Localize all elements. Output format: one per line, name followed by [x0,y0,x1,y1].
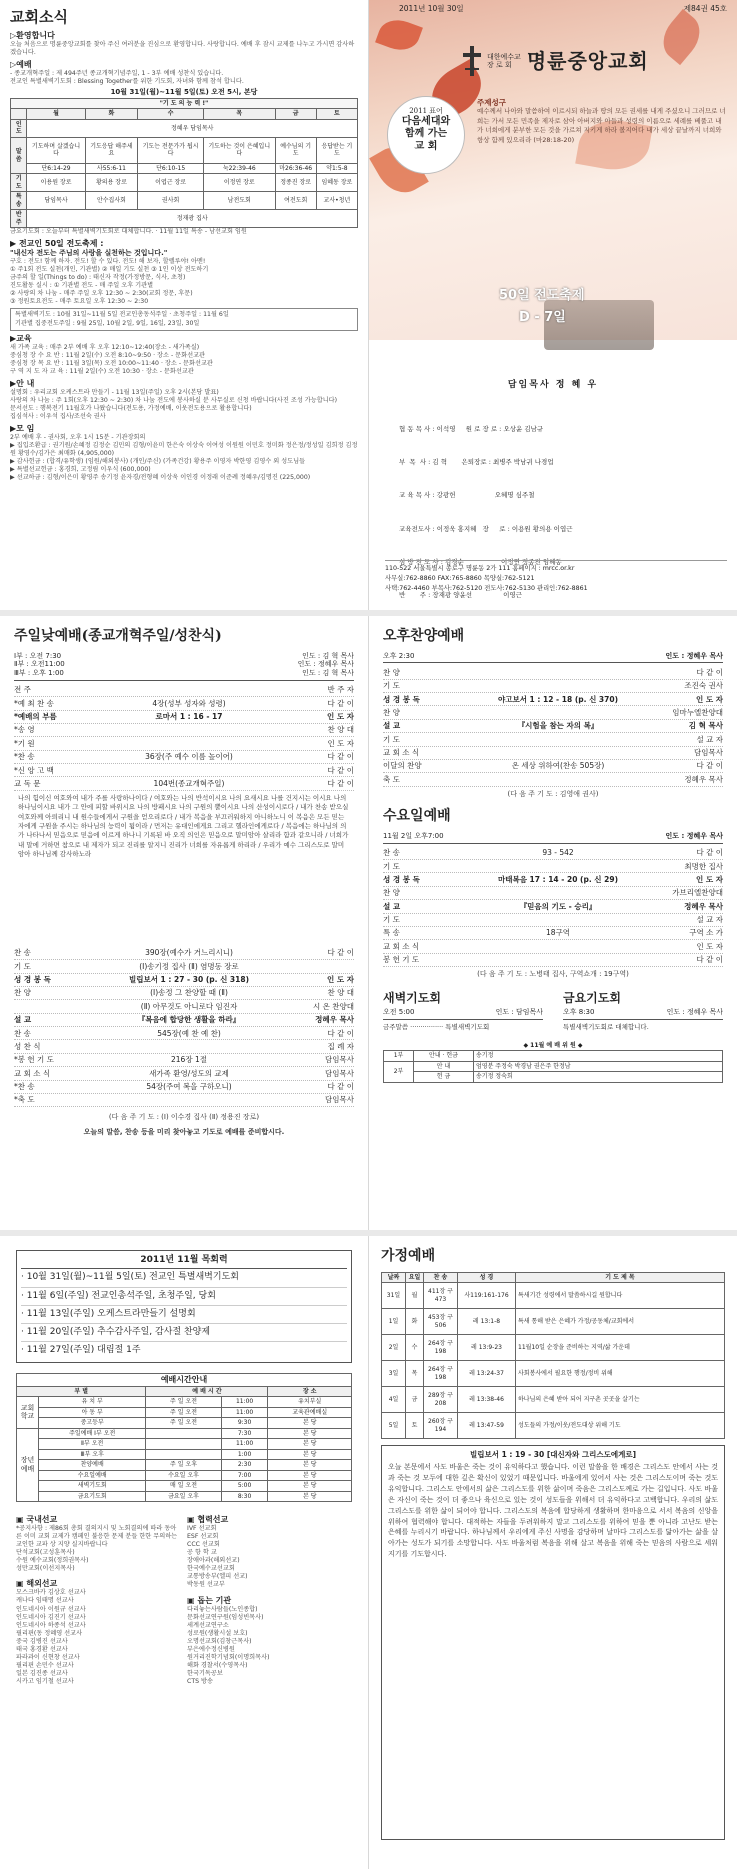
schedule-title: 예배시간안내 [17,1373,352,1386]
staff-line: 심 방 전 도 사 : 김경순 이정연 정종진 임혜동 [399,557,562,566]
mission-item: 한국예수교선교회 [187,1565,235,1573]
mission-item: 박동원 선교부 [187,1581,225,1589]
order-item: *예 최 찬 송 4장(성부 성자와 성령) 다 같 이 [14,697,354,710]
table-row: 교회학교 유 치 부 주 일 오전 11:00 유치부실 [17,1397,352,1408]
mission-item: 중국 김병진 선교사 [16,1637,68,1645]
evangelism-line: 금주의 할 일(Things to do) : 태신자 작정(가정방문, 식사, 초청) [10,274,186,282]
education-line: 새 가족 교육 : 매주 2부 예배 후 오후 12:10~12:40(장소 - 새가족실) [10,343,200,351]
table-cell: 이엽근 장로 [138,174,204,192]
table-cell: 기도응답 해주세요 [85,137,138,163]
service-time-label: Ⅰ부 : 오전 7:30 [14,651,62,660]
mission-item: 일본 김진종 선교사 [16,1670,68,1677]
order-item: 설 교 『믿음의 기도 - 승리』 정혜우 목사 [383,900,723,913]
mission-item: 부은에수정신병원 [187,1645,235,1653]
column-header: 부 별 [17,1386,146,1397]
mission-item: 파라과이 신현창 선교사 [16,1653,80,1661]
mission-item: 캐나다 임태명 선교사 [16,1597,74,1605]
theme-verse [477,98,727,145]
calendar-item: · 11월 20일(주일) 추수감사주일, 감사절 찬양제 [21,1324,347,1342]
worship-committee-table [383,1041,723,1083]
cooperative-missions-heading: ▣ 협력선교 [187,1515,229,1524]
motto-line: 교 회 [414,140,438,152]
table-row: 장년예배 주일예배 Ⅰ부 오전 7:30 본 당 [17,1428,352,1439]
order-item: 찬 송 93 - 542 다 같 이 [383,847,723,860]
mission-item: 필리핀(동 정혜영 선교사 [16,1629,83,1637]
order-item: 성 찬 식 집 례 자 [14,1040,354,1053]
pastoral-calendar-box [16,1250,352,1363]
table-row: 중고등부 주 일 오전 9:30 본 당 [17,1418,352,1429]
bulletin-sheet-news-cover [0,0,737,610]
table-row: 금요기도회 금요일 오후 8:30 본 당 [17,1491,352,1502]
foreign-missions-heading: ▣ 해외선교 [16,1579,58,1589]
order-item: 기 도 설 교 자 [383,914,723,927]
column-header: 기 도 제 목 [516,1272,725,1283]
wednesday-worship-title: 수요일예배 [383,808,451,825]
day-header: 토 [316,109,357,120]
motto-badge [387,96,465,174]
table-cell: 정재광 집사 [27,210,358,228]
sermon-summary-box [381,1445,725,1840]
table-cell: 정혜우 담임목사 [27,119,358,137]
order-item: 기 도 (Ⅰ)송기정 집사 (Ⅱ) 염명동 장로 [14,960,354,973]
calendar-item: · 11월 6일(주일) 전교인총석주일, 초청주일, 당회 [21,1288,347,1306]
issue-volume: 제84권 45호 [683,4,727,13]
responsive-reading: 나의 힘이신 여호와여 내가 주를 사랑하나이다 / 여호와는 나의 반석이시요 나의 요새시요 나를 건지시는 이시요 나의 하나님이시요 내가 그 안에 피할 바위시요 나의 방패시요 나의 구원의 뿔이시요 나의 산성이시로다 / 내가 찬송 받으실 여호와께 아뢰리니 내 원수들에게서 구원을 얻으리로다 / 내가 복음을 부끄러워하지 아니하노니 이 복음은 모든 믿는 자에게 구원을 주시는 하나님의 능력이 됨이라 / 먼저는 유대인에게요 그리고 헬라인에게로다 / 복음에는 하나님의 의가 나타나서 믿음으로 믿음에 이르게 하나니 기록된 바 오직 의인은 믿음으로 말미암아 살리라 함과 같으니라 / 너희가 내 말에 거하면 참으로 내 제자가 되고 진리를 알지니 진리가 너희를 자유롭게 하리라 / 우리가 예수 그리스도로 말미암아 하나님께 감사하노라 [18,793,349,859]
table-row: 2일 수 264장 구 198 레 13:9-23 11월10일 순장을 준비하는 지역/삶 가운데 [382,1335,725,1361]
mission-item: 문화선교연구원(임성빈목사) [187,1613,264,1621]
table-row [11,210,358,228]
service-time-label: Ⅲ부 : 오후 1:00 [14,669,64,677]
worship-heading: ▷예배 [10,59,32,69]
mission-item: 해화 경찰서(수영목사) [187,1661,248,1669]
table-row: 31일 월 411장 구 473 사119:161-176 특새기간 성령에서 말씀하시길 원합니다 [382,1283,725,1309]
table-row [11,192,358,210]
family-worship-table [381,1272,725,1440]
dawn-note: 금주말씀 ················ 특별새벽기도회 [383,1022,490,1031]
mission-item: 공 항 학 교 [187,1549,217,1557]
mission-item: *공지사항 : 제86회 총회 결의지시 및 노회결의에 따라 동아른 이미 교회 교제가 캠페인 불응한 문제 분들 한한 무의하는 교인한 교파 상 지양 실지바랍니다 [16,1525,178,1549]
friday-time: 오후 8:30 [563,1007,595,1016]
table-cell: 사55:6-11 [85,163,138,174]
order-item: 교 회 소 식 담임목사 [383,747,723,760]
domestic-missions-heading: ▣ 국내선교 [16,1515,58,1524]
motto-year: 2011 표어 [409,107,443,115]
afternoon-leader: 인도 : 정혜우 목사 [665,651,723,660]
church-phone: 사택:762-4460 부목사:762-5120 전도사:762-5130 관리인:762-8861 [385,585,588,593]
mission-item: 한국기독공보 [187,1670,223,1677]
order-item: *송 영 찬 양 대 [14,724,354,737]
evangelism-heading: ▶ 전교인 50일 전도축제 : [10,239,104,249]
other-services-column [369,616,737,1230]
order-item: 설 교 『시험을 참는 자의 복』 김 혁 목사 [383,720,723,733]
staff-line: 부 목 사 : 김 혁 은퇴장로 : 최병주 박남귀 나경업 [399,458,554,467]
info-line: 사랑의 차 나눔 : 주 1회(오후 12:30 ~ 2:30) 차 나눔 전도에 봉사하실 분 사무실로 신청 바랍니다(사진 조성 가능합니다) [10,396,338,404]
order-item: 기 도 설 교 자 [383,733,723,746]
table-row: 2부 안 내 엄영분 주정숙 박경남 권은주 한정남 [384,1061,723,1072]
order-item: 전 주 반 주 자 [14,684,354,697]
service-time [14,660,354,669]
mission-item: 수원 예수교회(정희권목사) [16,1557,89,1565]
wednesday-next-prayer: (다 음 주 기 도 : 노병태 집사, 구역쇼개 : 19구역) [477,970,629,978]
bulletin-sheet-calendar-family [0,1236,737,1869]
column-header: 요일 [406,1272,424,1283]
table-corner [11,109,27,120]
family-worship-column [369,1236,737,1869]
offering-line: ▶ 선교하금 : 김형/이은미 황영주 송기정 윤자경/전형혜 이상욱 이인경 이정래 이준례 정혜우/김명진 (225,000) [10,474,311,482]
order-item: 성 경 봉 독 빌립보서 1 : 27 - 30 (p. 신 318) 인 도 자 [14,974,354,987]
table-row: Ⅱ부 오전 11:00 본 당 [17,1439,352,1450]
staff-line: 협 동 목 사 : 이석영 원 로 장 로 : 오상윤 김남규 [399,425,544,434]
order-of-worship-part1 [14,684,354,791]
service-leader: 인도 : 정혜우 목사 [297,660,354,669]
order-item: *신 앙 고 백 다 같 이 [14,764,354,777]
table-row: 4일 금 289장 구 208 레 13:38-46 하나님의 은혜 받아 되어 지구촌 곳곳을 살기는 [382,1387,725,1413]
column-header: 찬 송 [424,1272,458,1283]
prayer-meetings-row [383,991,723,1031]
evangelism-line: ③ 정원토요전도 - 매주 토요일 오후 12:30 ~ 2:30 [10,298,149,306]
table-row: 헌 금 송기정 정숙희 [384,1072,723,1083]
table-cell: 마26:36-46 [275,163,316,174]
missions-right [187,1512,352,1686]
education-line: 구 역 지 도 자 교 육 : 11월 2일(수) 오전 10:30 · 장소 - 문화선교관 [10,367,194,375]
order-item: 축 도 정혜우 목사 [383,773,723,786]
table-row [11,119,358,137]
mission-item: 필리핀 손민수 선교사 [16,1661,74,1669]
table-row: 3일 목 264장 구 198 레 13:24-37 사회봉사에서 필요한 행정/정비 위해 [382,1361,725,1387]
dawn-leader: 인도 : 담임목사 [495,1007,543,1016]
preparation-note: 오늘의 말씀, 찬송 등을 미리 찾아놓고 기도로 예배를 준비합시다. [83,1128,285,1136]
welcome-text: 오늘 처음으로 명륜중앙교회를 찾아 주신 여러분을 진심으로 환영합니다. 사랑합니다. 예배 후 잠시 교제를 나누고 가시면 감사하겠습니다. [10,40,355,56]
dawn-time: 오전 5:00 [383,1007,415,1016]
order-item: *찬 송 54장(주여 복을 구하오니) 다 같 이 [14,1081,354,1094]
mission-item: 성만교회(이선지목사) [16,1565,75,1573]
festival-title: 50일 전도축제 [499,288,585,303]
service-leader: 인도 : 김 혁 목사 [302,669,354,677]
mission-item: 인도네시아 김진기 선교사 [16,1613,86,1621]
calendar-item: · 11월 13일(주일) 오케스트라만들기 설명회 [21,1306,347,1324]
dawn-prayer-title: 새벽기도회 [383,990,441,1005]
sermon-summary-text: 오늘 본문에서 사도 바울은 죽는 것이 유익하다고 했습니다. 이런 말씀을 한 배경은 그리스도 안에서 사는 것과 죽는 것 모두에 대한 깊은 확신이 있었기 때문입니다. 바울에게 있어서 사는 것은 그리스도이며 죽는 것도 유익합니다. 그리스도 안에서의 삶은 그리스도를 위한 삶이며 죽음은 그리스도께로 가는 길입니다. 사도 바울은 자신이 죽는 것이 더 좋으나 육신으로 있는 것이 성도들을 위해서 더 유익하다고 고백합니다. 우리의 삶도 그리스도를 위한 삶이 되어야 합니다. 그리스도의 복음에 합당하게 생활하며 한마음으로 서서 복음의 신앙을 위하여 협력해야 합니다. 대적하는 자들을 두려워하지 말고 그리스도를 위하여 믿을 뿐 아니라 고난도 받는 은혜를 누리시기 바랍니다. 하나님께서 우리에게 주신 사명을 감당하며 날마다 그리스도를 닮아가는 삶을 살아가는 성도가 되기를 소망합니다. 사도 바울처럼 복음을 위해 살고 복음을 위해 죽는 믿음의 사람으로 세워지기를 기도합시다. [388,1463,718,1559]
table-cell: 단6:10-15 [138,163,204,174]
order-item: 찬 양 (Ⅰ)송정 그 찬양할 때 (Ⅱ) 찬 양 대 [14,987,354,1000]
mission-item: 태국 홍경환 선교사 [16,1645,68,1653]
evangelism-line: ① 주1회 전도 실천(개인, 기관별) ② 매일 기도 실천 ③ 1인 이상 전도하기 [10,266,209,274]
table-cell: 눅22:39-46 [204,163,276,174]
table-row [11,137,358,163]
afternoon-next-prayer: (다 음 주 기 도 : 김영애 권사) [507,789,599,798]
dawn-time-row [383,1008,543,1020]
afternoon-time-row [383,652,723,664]
column-header: 장 소 [268,1386,352,1397]
offering-line: ▶ 집입조환급 : 권기원/손혜정 김정순 김민의 김형/이윤미 한은숙 이상숙 이여성 이원원 이민호 정미화 정은정/정성일 김희정 김정원 황영수/김가은 최매화 (4,905,000) [10,442,358,458]
mission-item: 장애아과(해외선교) [187,1557,240,1565]
meeting-line: 2부 예배 후 - 권사회, 오후 1시 15분 - 기관장회의 [10,434,146,442]
table-cell: 담임목사 [27,192,85,210]
table-row: 아 동 부 주 일 오전 11:00 교육관예배실 [17,1407,352,1418]
support-org-heading: ▣ 돕는 기관 [187,1595,232,1605]
denomination-line: 대한예수교 [487,52,521,61]
friday-prayer-block [563,991,723,1031]
day-header: 수 [138,109,204,120]
order-item: *봉 헌 기 도 216장 1절 담임목사 [14,1054,354,1067]
verse-title: 주제성구 [477,98,506,107]
calendar-item: · 10월 31일(월)~11월 5일(토) 전교인 특별새벽기도회 [21,1269,347,1287]
day-header: 금 [275,109,316,120]
order-item: 기 도 최명한 집사 [383,860,723,873]
denomination [487,53,521,70]
table-row: Ⅲ부 오후 1:00 본 당 [17,1449,352,1460]
church-name: 명륜중앙교회 [526,48,649,73]
order-item: 교 회 소 식 인 도 자 [383,940,723,953]
table-row: 새벽기도회 매 일 오전 5:00 본 당 [17,1481,352,1492]
motto-line: 다음세대와 [401,115,451,127]
motto-line: 함께 가는 [404,128,448,140]
mission-item: 인도네시아 하종석 선교사 [16,1621,86,1629]
order-item: *예배의 부름 로마서 1 : 16 - 17 인 도 자 [14,711,354,724]
info-line: 문서선도 : 행복전기 11월호가 나왔습니다(전도용, 가정예배, 이웃전도용으로 활용합니다) [10,404,252,412]
offering-line: ▶ 감사헌금 : (합격/유학생) (임원/해외봉사) (개인/주신) (가족건강) 황용주 이영자 박한영 김영수 외 성도님들 [10,458,306,466]
friday-time-row [563,1008,723,1020]
service-time-label: Ⅱ부 : 오전11:00 [14,660,65,669]
mission-item: 성로원(생활시설 보호) [187,1629,248,1637]
church-phone: 사무실:762-8860 FAX:765-8860 목양실:762-5121 [385,575,535,583]
education-line: 중심청 장 수 요 반 : 11월 2일(수) 오전 8:10~9:50 · 장소 - 문화선교관 [10,351,206,359]
staff-line: 교육전도사 : 이정욱 홍지혜 장 로 : 이용원 황의용 이엽근 [399,524,573,533]
row-label: 기도 [11,174,27,192]
table-cell: 이정연 장로 [204,174,276,192]
day-header: 월 [27,109,85,120]
mission-item: 오명선교회(김창근목사) [187,1637,252,1645]
order-item: 특 송 18구역 구역 소 가 [383,927,723,940]
evangelism-line: 구호 : 전도! 함께 하자. 전도! 할 수 있다. 전도! 해 보자, 할렐루야! 아멘! [10,258,206,266]
order-item: 교 독 문 104번(종교개혁주일) 다 같 이 [14,777,354,790]
dawn-prayer-table [10,98,358,229]
order-item: *기 원 인 도 자 [14,737,354,750]
column-header: 예 배 시 간 [146,1386,268,1397]
info-heading: ▶안 내 [10,378,35,388]
issue-date: 2011년 10월 30일 [399,4,464,13]
order-item: *찬 송 36장(주 예수 이름 높이어) 다 같 이 [14,751,354,764]
church-contact [385,560,727,594]
committee-header: ◆ 11월 예 배 위 원 ◆ [384,1041,723,1051]
order-item: 찬 송 545장(예 찬 예 찬) 다 같 이 [14,1027,354,1040]
order-item: 이달의 찬양 온 세상 위하여(찬송 505장) 다 같 이 [383,760,723,773]
welcome-heading: ▷환영합니다 [10,30,55,40]
table-cell: 단6:14-29 [27,163,85,174]
order-item: *축 도 담임목사 [14,1094,354,1107]
table-cell: 응답받는 기도 [316,137,357,163]
afternoon-time: 오후 2:30 [383,651,415,660]
evangelism-motto: "내신자 전도는 주님의 사랑을 실천하는 것입니다." [10,249,168,258]
service-time [14,669,354,681]
cover-column [369,0,737,610]
missions-section [16,1512,352,1686]
family-worship-title: 가정예배 [381,1248,436,1264]
mission-item: 세계선교연구소 [187,1621,229,1629]
table-cell: 황의용 장로 [85,174,138,192]
festival-dday: D - 7일 [519,310,566,325]
evangelism-line: ② 사랑의 차 나눔 - 매주 주일 오후 12:30 ~ 2:30(교회 정문, 후문) [10,290,193,298]
afternoon-worship-title: 오후찬양예배 [383,628,465,644]
table-cell: 예수님의 기도 [275,137,316,163]
special-line: 기관별 집중전도주일 : 9월 25일, 10월 2일, 9일, 16일, 23일, 30일 [15,319,200,327]
order-of-worship-part2 [14,947,354,1108]
column-header: 날짜 [382,1272,406,1283]
evangelism-line: 진도활동 실시 : ① 기관별 전도 - 매 주일 오후 기관별 [10,282,154,290]
table-cell: 약1:5-8 [316,163,357,174]
special-schedule-box [10,308,358,330]
mission-item: 교통방송부(엘피 선교) [187,1573,248,1581]
table-cell: 여전도회 [275,192,316,210]
table-cell: 권사회 [138,192,204,210]
row-label: 반주 [11,210,27,228]
table-cell: 이용원 장로 [27,174,85,192]
education-heading: ▶교육 [10,333,32,343]
order-item: 설 교 『복음에 합당한 생활을 하라』 정혜우 목사 [14,1014,354,1027]
friday-note: 금요기도회 : 오늘부터 특별새벽기도회로 대체합니다. · 11월 11일 특송 - 남선교회 임원 [10,228,247,236]
denomination-line: 장 로 회 [487,61,512,69]
dawn-prayer-block [383,991,543,1031]
table-cell: 기도는 전문가가 됩시다 [138,137,204,163]
calendar-item: · 11월 27일(주일) 대림절 1주 [21,1345,141,1356]
senior-pastor: 담임목사 정 혜 우 [507,380,599,390]
special-line: 특별새벽기도 : 10월 31일~11월 5일 전교인총동석주일 · 초청주일 : 11월 6일 [15,311,229,319]
worship-line-1: - 종교개혁주일 : 제 494주년 종교개혁기념주일, 1 - 3부 예배 성찬식 있습니다. [10,69,224,77]
order-item: 성 경 봉 독 야고보서 1 : 12 - 18 (p. 신 370) 인 도 자 [383,693,723,706]
wednesday-leader: 인도 : 정혜우 목사 [665,831,723,840]
order-item: 교 회 소 식 새가족 환영/성도의 교제 담임목사 [14,1067,354,1080]
offering-line: ▶ 특별선교헌금 : 홍경희, 고정림 이우식 (600,000) [10,466,151,474]
table-row [11,174,358,192]
calendar-title: 2011년 11월 목회력 [21,1253,347,1269]
news-title: 교회소식 [10,8,68,26]
verse-text: 예수께서 나아와 말씀하여 이르시되 하늘과 땅의 모든 권세를 내게 주셨으니 그러므로 너희는 가서 모든 민족을 제자로 삼아 아버지와 아들과 성령의 이름으로 세례를 베풀고 내가 너희에게 분부한 모든 것을 가르쳐 지키게 하라 볼지어다 내가 세상 끝날까지 너희와 항상 함께 있으리라 (마28:18-20) [477,107,726,144]
church-logo-block [461,46,649,76]
mission-item: IVF 선교회 [187,1525,217,1532]
mission-item: 인도네시아 이원규 선교사 [16,1605,86,1613]
sermon-summary-title: 빌립보서 1 : 19 - 30 [대신자와 그리스도에게로] [469,1450,636,1459]
mission-item: 원거리진학기념회(이명희목사) [187,1653,270,1661]
order-item: 찬 양 가브리엘찬양대 [383,887,723,900]
friday-prayer-title: 금요기도회 [563,990,621,1005]
table-row: 1부 안내 · 헌금 송기정 [384,1051,723,1062]
table-row: 찬양예배 주 일 오후 2:30 본 당 [17,1460,352,1471]
worship-line-2: 전교인 특별새벽기도회 : Blessing Together를 위한 기도회, 자녀와 함께 참석 합니다. [10,77,244,85]
dawn-prayer-header: 10월 31일(월)~11월 5일(토) 오전 5시, 본당 [110,88,258,96]
row-label: 인도 [11,119,27,137]
row-label: 말씀 [11,137,27,174]
bulletin-sheet-worship-order [0,616,737,1230]
mission-item: CTS 방송 [187,1678,213,1686]
column-header: 성 경 [458,1272,516,1283]
wednesday-time-row [383,832,723,844]
sunday-worship-column [0,616,368,1230]
missions-left [16,1512,181,1686]
day-header: 목 [204,109,276,120]
table-cell: 기도하는 것이 은혜입니다 [204,137,276,163]
news-column [0,0,368,610]
service-time [14,652,354,661]
table-cell: 안수집사회 [85,192,138,210]
meeting-heading: ▶모 임 [10,424,35,434]
table-cell: 교사•청년 [316,192,357,210]
order-item: 찬 양 임마누엘찬양대 [383,706,723,719]
order-item: (Ⅱ) 아무것도 아니로다 임진자 시 온 찬양대 [14,1000,354,1013]
church-address: 110-522 서울특별시 종로구 명륜동 2가 111 홈페이지 : mrcc.or.kr [385,565,575,572]
service-leader: 인도 : 김 혁 목사 [302,651,354,660]
mission-item: 시카고 임기철 선교사 [16,1678,74,1686]
table-cell: 기도하며 살겠습니다 [27,137,85,163]
calendar-column [0,1236,368,1869]
table-row: 5일 토 260장 구 194 레 13:47-59 성도들의 가정/이웃/전도대상 위해 기도 [382,1413,725,1439]
table-cell: 남전도회 [204,192,276,210]
table-cell: 정종진 장로 [275,174,316,192]
info-line: 설명회 : 우리교회 오케스트라 만들기 - 11월 13일(주일) 오후 2시(본당 발표) [10,388,219,396]
order-item: 기 도 조진숙 권사 [383,680,723,693]
table-row [11,163,358,174]
education-line: 중심청 장 목 요 반 : 11월 3일(목) 오전 10:00~11:40 · 장소 - 문화선교관 [10,359,213,367]
service-schedule-table [16,1373,352,1503]
friday-leader: 인도 : 정혜우 목사 [666,1007,723,1016]
wednesday-time: 11월 2일 오후7:00 [383,831,444,840]
order-item: 찬 송 390장(예수가 거느리시니) 다 같 이 [14,947,354,960]
mission-item: CCC 선교회 [187,1541,220,1549]
table-row: 수요일예배 수요일 오후 7:00 본 당 [17,1470,352,1481]
mission-item: 단석교회(고성훈목사) [16,1549,75,1557]
staff-line: 반 주 : 장재광 양윤선 이영근 [399,590,522,599]
staff-line: 교 육 목 사 : 강광헌 오혜명 심주철 [399,491,535,500]
day-header: 화 [85,109,138,120]
order-item: 성 경 봉 독 마태복음 17 : 14 - 20 (p. 신 29) 인 도 자 [383,873,723,886]
table-row: 1일 화 453장 구 506 레 13:1-8 특새 통해 받은 은혜가 가정/공동체/교회에서 [382,1309,725,1335]
cross-logo-icon [461,46,483,76]
order-item: 찬 양 다 같 이 [383,666,723,679]
order-item: 봉 헌 기 도 다 같 이 [383,954,723,967]
mission-item: 모스크바카 김상호 선교사 [16,1589,86,1597]
mission-item: ESF 선교회 [187,1533,219,1541]
dawn-prayer-theme: "기 도 의 능 력 !" [11,98,358,109]
next-week-prayer: (다 음 주 기 도 : (Ⅰ) 이수경 집사 (Ⅱ) 정용진 장로) [108,1113,260,1122]
leaf-shape [654,9,709,65]
friday-note: 특별새벽기도회로 대체합니다. [563,1022,649,1031]
info-line: 집심석사 : 이우석 집사/조선숙 권사 [10,413,106,420]
row-label: 특송 [11,192,27,210]
sunday-worship-title: 주일낮예배(종교개혁주일/성찬식) [14,628,222,644]
table-cell: 임혜동 장로 [316,174,357,192]
leaf-shape [375,14,423,56]
mission-item: 다리놓는사람들(노인종합) [187,1605,258,1613]
